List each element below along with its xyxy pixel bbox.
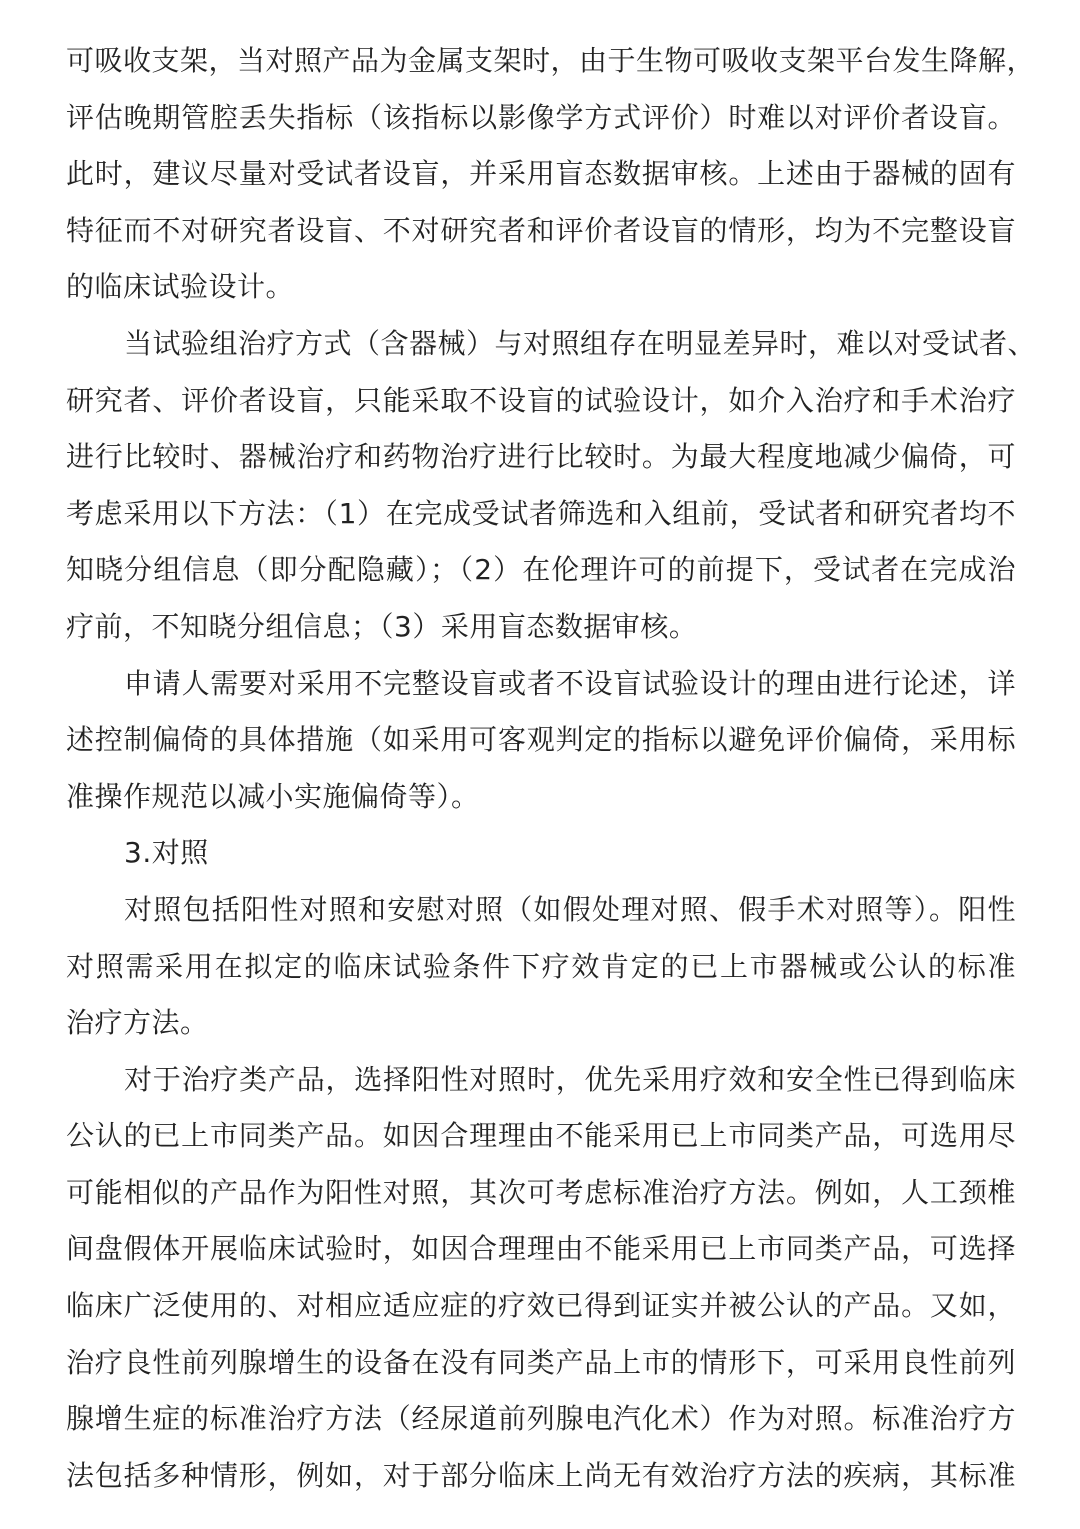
text-line: 可能相似的产品作为阳性对照，其次可考虑标准治疗方法。例如，人工颈椎 bbox=[66, 1175, 1016, 1209]
text-line: 此时，建议尽量对受试者设盲，并采用盲态数据审核。上述由于器械的固有 bbox=[66, 157, 1016, 191]
paragraph-blinding-continuation bbox=[66, 33, 1036, 316]
text-line: 治疗良性前列腺增生的设备在没有同类产品上市的情形下，可采用良性前列 bbox=[66, 1345, 1016, 1379]
text-line: 公认的已上市同类产品。如因合理理由不能采用已上市同类产品，可选用尽 bbox=[66, 1119, 1016, 1153]
text-line: 当试验组治疗方式（含器械）与对照组存在明显差异时，难以对受试者、 bbox=[124, 326, 1037, 360]
text-line: 可吸收支架，当对照产品为金属支架时，由于生物可吸收支架平台发生降解， bbox=[66, 44, 1036, 77]
text-line: 临床广泛使用的、对相应适应症的疗效已得到证实并被公认的产品。又如， bbox=[66, 1289, 1016, 1323]
text-line: 对于治疗类产品，选择阳性对照时，优先采用疗效和安全性已得到临床 bbox=[124, 1062, 1016, 1096]
text-line: 知晓分组信息（即分配隐藏）；（2）在伦理许可的前提下，受试者在完成治 bbox=[66, 553, 1016, 587]
text-line: 考虑采用以下方法：（1）在完成受试者筛选和入组前，受试者和研究者均不 bbox=[66, 496, 1016, 530]
text-line: 对照包括阳性对照和安慰对照（如假处理对照、假手术对照等）。阳性 bbox=[124, 892, 1016, 926]
text-line: 对照需采用在拟定的临床试验条件下疗效肯定的已上市器械或公认的标准 bbox=[66, 949, 1016, 983]
text-line: 特征而不对研究者设盲、不对研究者和评价者设盲的情形，均为不完整设盲 bbox=[66, 213, 1016, 247]
paragraph-applicant-justification bbox=[66, 656, 1016, 826]
text-line: 申请人需要对采用不完整设盲或者不设盲试验设计的理由进行论述，详 bbox=[124, 666, 1016, 700]
text-line: 的临床试验设计。 bbox=[66, 270, 295, 304]
text-line: 治疗方法。 bbox=[66, 1006, 209, 1040]
section-heading: 3.对照 bbox=[124, 836, 209, 870]
paragraph-control-types bbox=[66, 882, 1016, 1052]
text-line: 法包括多种情形，例如，对于部分临床上尚无有效治疗方法的疾病，其标准 bbox=[66, 1458, 1016, 1492]
text-line: 研究者、评价者设盲，只能采取不设盲的试验设计，如介入治疗和手术治疗 bbox=[66, 383, 1016, 417]
text-line: 准操作规范以减小实施偏倚等）。 bbox=[66, 779, 480, 813]
text-line: 述控制偏倚的具体措施（如采用可客观判定的指标以避免评价偏倚，采用标 bbox=[66, 723, 1016, 757]
text-line: 疗前，不知晓分组信息；（3）采用盲态数据审核。 bbox=[66, 609, 698, 643]
section-heading-control bbox=[66, 825, 1016, 882]
text-line: 间盘假体开展临床试验时，如因合理理由不能采用已上市同类产品，可选择 bbox=[66, 1232, 1016, 1266]
paragraph-no-blinding bbox=[66, 316, 1037, 656]
paragraph-positive-control bbox=[66, 1052, 1016, 1505]
text-line: 进行比较时、器械治疗和药物治疗进行比较时。为最大程度地减少偏倚，可 bbox=[66, 440, 1016, 474]
text-line: 腺增生症的标准治疗方法（经尿道前列腺电汽化术）作为对照。标准治疗方 bbox=[66, 1402, 1016, 1436]
text-line: 评估晚期管腔丢失指标（该指标以影像学方式评价）时难以对评价者设盲。 bbox=[66, 100, 1016, 134]
